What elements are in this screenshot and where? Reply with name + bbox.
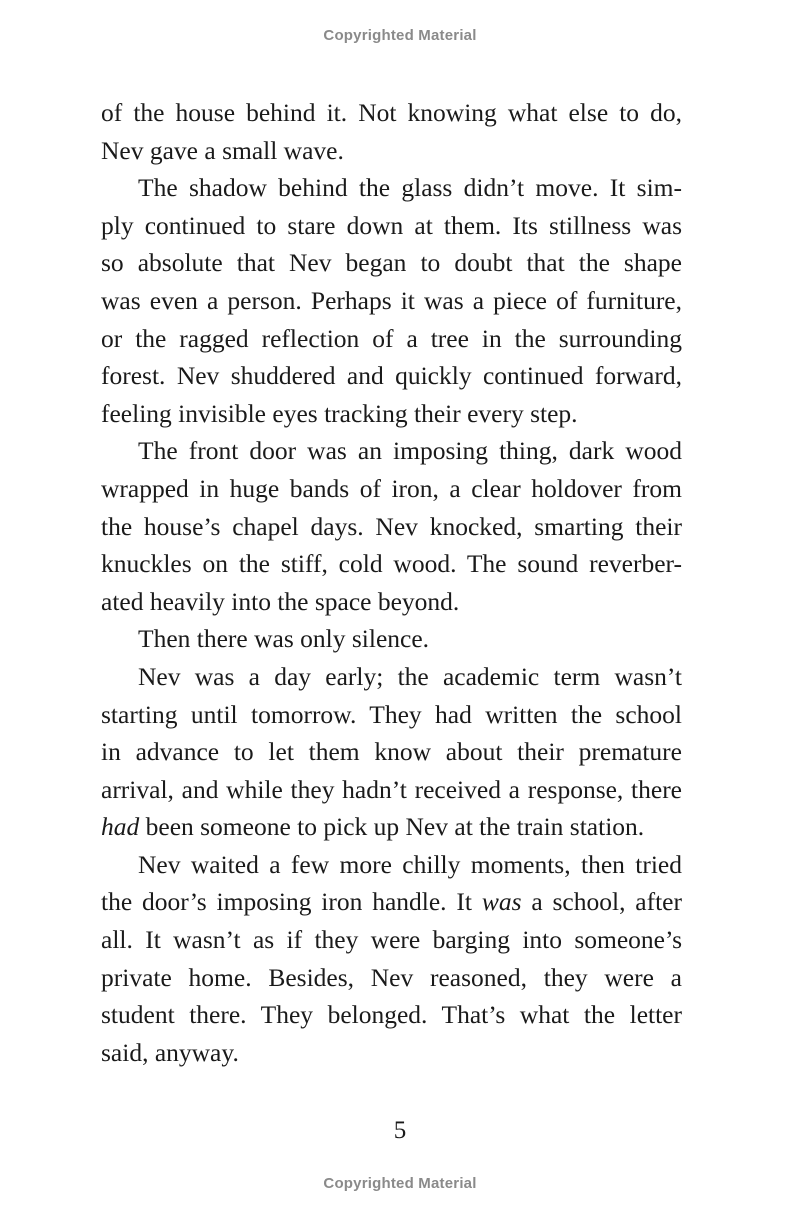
text-line: so absolute that Nev began to doubt that the shape [101,248,682,278]
text-line: Then there was only silence. [138,624,430,654]
text-line: ated heavily into the space beyond. [101,586,460,616]
text-fragment: been someone to pick up Nev at the train station. [139,812,645,842]
text-line: private home. Besides, Nev reasoned, they were a [101,962,682,992]
body-text [101,94,682,1071]
text-line: feeling invisible eyes tracking their every step. [101,398,578,428]
paragraph-6 [101,846,682,1072]
copyright-watermark-bottom: Copyrighted Material [323,1175,477,1192]
text-line: forest. Nev shuddered and quickly continued forward, [101,361,682,391]
text-line: wrapped in huge bands of iron, a clear holdover from [101,473,682,503]
text-line: of the house behind it. Not knowing what else to do, [101,98,682,127]
text-line: the house’s chapel days. Nev knocked, smarting their [101,511,682,541]
copyright-watermark-top: Copyrighted Material [323,27,477,44]
emphasis-had: had [101,812,140,842]
paragraph-1 [101,94,682,169]
paragraph-4 [101,620,682,658]
text-fragment: a school, after [521,887,682,917]
text-line: starting until tomorrow. They had written the school [101,699,682,729]
text-line: or the ragged reflection of a tree in the surrounding [101,323,682,353]
text-line: in advance to let them know about their premature [101,737,682,767]
text-line: was even a person. Perhaps it was a piece of furniture, [101,285,682,315]
text-line: student there. They belonged. That’s what the letter [101,1000,682,1030]
text-line: The front door was an imposing thing, dark wood [138,436,682,466]
text-line: said, anyway. [101,1037,239,1067]
text-line: arrival, and while they hadn’t received a response, there [101,774,682,804]
emphasis-was: was [481,887,522,917]
text-line: knuckles on the stiff, cold wood. The sound reverber- [101,549,682,579]
text-line: Nev waited a few more chilly moments, then tried [138,849,682,879]
paragraph-3 [101,432,682,620]
text-line [101,808,682,846]
text-line: all. It wasn’t as if they were barging into someone’s [101,925,682,955]
text-line [101,883,682,921]
text-line: Nev gave a small wave. [101,135,344,165]
paragraph-5 [101,658,682,846]
text-line: The shadow behind the glass didn’t move. It sim- [138,173,682,203]
page-number: 5 [393,1117,407,1144]
text-fragment: the door’s imposing iron handle. It [101,887,482,917]
paragraph-2 [101,169,682,432]
text-line: Nev was a day early; the academic term wasn’t [138,661,682,691]
text-line: ply continued to stare down at them. Its stillness was [101,210,682,240]
